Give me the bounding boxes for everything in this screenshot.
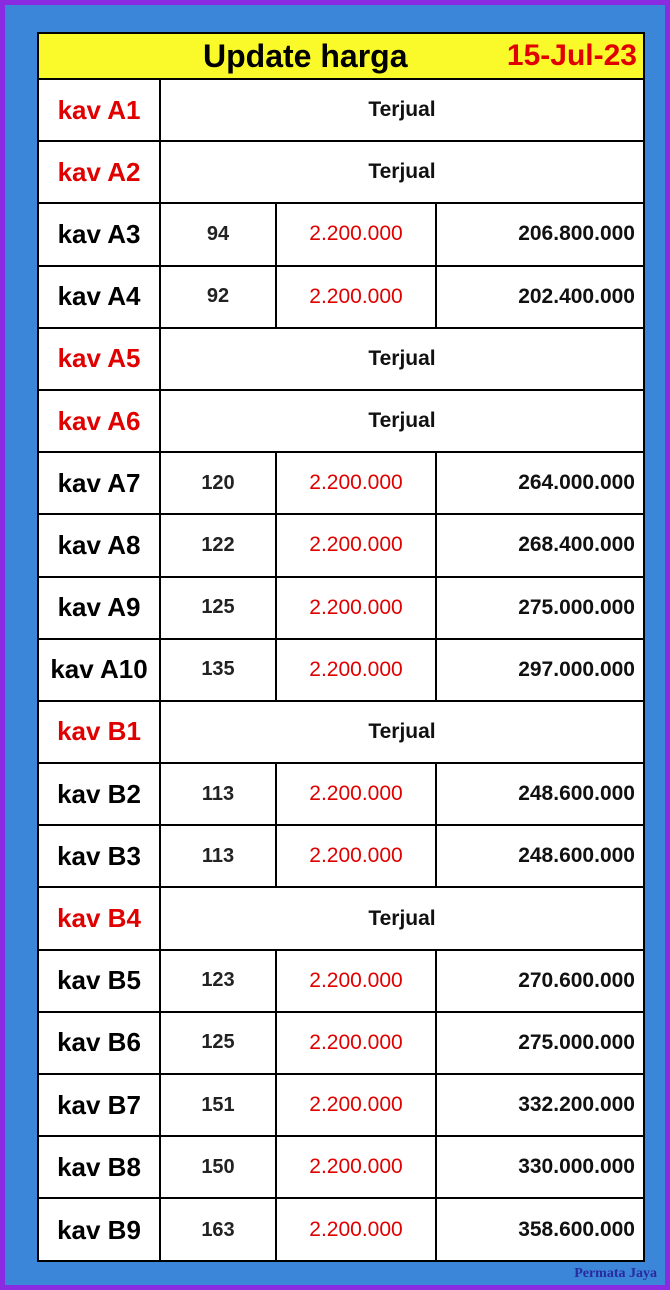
total-price: 275.000.000 bbox=[518, 1030, 635, 1054]
price-per-unit: 2.200.000 bbox=[277, 1013, 437, 1073]
lot-name: kav B7 bbox=[39, 1075, 161, 1135]
lot-name: kav B8 bbox=[39, 1137, 161, 1197]
price-table bbox=[39, 80, 643, 1262]
table-row bbox=[39, 142, 643, 204]
price-per-unit: 2.200.000 bbox=[277, 1199, 437, 1261]
total-price: 248.600.000 bbox=[518, 844, 635, 868]
table-row bbox=[39, 1075, 643, 1137]
lot-name: kav A4 bbox=[39, 267, 161, 327]
total-price: 270.600.000 bbox=[518, 968, 635, 992]
lot-name: kav B9 bbox=[39, 1199, 161, 1261]
lot-name: kav B2 bbox=[39, 764, 161, 824]
lot-name: kav B1 bbox=[39, 702, 161, 762]
price-per-unit: 2.200.000 bbox=[277, 578, 437, 638]
sold-status: Terjual bbox=[368, 346, 436, 370]
lot-area: 150 bbox=[161, 1137, 277, 1197]
lot-area: 123 bbox=[161, 951, 277, 1011]
price-per-unit: 2.200.000 bbox=[277, 453, 437, 513]
total-price: 268.400.000 bbox=[518, 533, 635, 557]
price-sheet bbox=[37, 32, 645, 1262]
update-date: 15-Jul-23 bbox=[506, 39, 637, 72]
sold-status: Terjual bbox=[368, 98, 436, 122]
table-row bbox=[39, 1013, 643, 1075]
price-per-unit: 2.200.000 bbox=[277, 826, 437, 886]
table-row bbox=[39, 764, 643, 826]
lot-name: kav A6 bbox=[39, 391, 161, 451]
table-row bbox=[39, 391, 643, 453]
total-price: 330.000.000 bbox=[518, 1155, 635, 1179]
table-row bbox=[39, 453, 643, 515]
table-row bbox=[39, 888, 643, 950]
lot-name: kav A5 bbox=[39, 329, 161, 389]
price-per-unit: 2.200.000 bbox=[277, 1137, 437, 1197]
sold-status: Terjual bbox=[368, 906, 436, 930]
price-per-unit: 2.200.000 bbox=[277, 204, 437, 264]
total-price: 332.200.000 bbox=[518, 1093, 635, 1117]
total-price: 248.600.000 bbox=[518, 782, 635, 806]
lot-name: kav A7 bbox=[39, 453, 161, 513]
price-per-unit: 2.200.000 bbox=[277, 951, 437, 1011]
watermark-text: Permata Jaya bbox=[574, 1266, 657, 1281]
table-row bbox=[39, 204, 643, 266]
total-price: 297.000.000 bbox=[518, 657, 635, 681]
table-row bbox=[39, 578, 643, 640]
table-row bbox=[39, 515, 643, 577]
table-row bbox=[39, 267, 643, 329]
table-row bbox=[39, 826, 643, 888]
lot-name: kav A8 bbox=[39, 515, 161, 575]
table-row bbox=[39, 1199, 643, 1261]
lot-name: kav B4 bbox=[39, 888, 161, 948]
price-per-unit: 2.200.000 bbox=[277, 640, 437, 700]
lot-area: 122 bbox=[161, 515, 277, 575]
lot-name: kav B6 bbox=[39, 1013, 161, 1073]
page-title: Update harga bbox=[203, 38, 408, 74]
lot-area: 135 bbox=[161, 640, 277, 700]
lot-name: kav A1 bbox=[39, 80, 161, 140]
total-price: 275.000.000 bbox=[518, 595, 635, 619]
table-row bbox=[39, 951, 643, 1013]
table-row bbox=[39, 1137, 643, 1199]
price-per-unit: 2.200.000 bbox=[277, 267, 437, 327]
price-per-unit: 2.200.000 bbox=[277, 764, 437, 824]
lot-area: 120 bbox=[161, 453, 277, 513]
lot-name: kav A2 bbox=[39, 142, 161, 202]
lot-area: 94 bbox=[161, 204, 277, 264]
outer-frame bbox=[5, 5, 665, 1285]
lot-area: 92 bbox=[161, 267, 277, 327]
table-row bbox=[39, 329, 643, 391]
lot-area: 163 bbox=[161, 1199, 277, 1261]
lot-name: kav A10 bbox=[39, 640, 161, 700]
total-price: 358.600.000 bbox=[518, 1218, 635, 1242]
header-bar bbox=[39, 34, 643, 80]
table-row bbox=[39, 80, 643, 142]
sold-status: Terjual bbox=[368, 719, 436, 743]
table-row bbox=[39, 702, 643, 764]
lot-area: 113 bbox=[161, 764, 277, 824]
lot-area: 125 bbox=[161, 1013, 277, 1073]
table-row bbox=[39, 640, 643, 702]
total-price: 206.800.000 bbox=[518, 222, 635, 246]
sold-status: Terjual bbox=[368, 160, 436, 184]
lot-name: kav B5 bbox=[39, 951, 161, 1011]
sold-status: Terjual bbox=[368, 409, 436, 433]
lot-area: 113 bbox=[161, 826, 277, 886]
price-per-unit: 2.200.000 bbox=[277, 515, 437, 575]
lot-area: 151 bbox=[161, 1075, 277, 1135]
lot-name: kav A3 bbox=[39, 204, 161, 264]
lot-name: kav A9 bbox=[39, 578, 161, 638]
total-price: 202.400.000 bbox=[518, 284, 635, 308]
price-per-unit: 2.200.000 bbox=[277, 1075, 437, 1135]
lot-name: kav B3 bbox=[39, 826, 161, 886]
total-price: 264.000.000 bbox=[518, 471, 635, 495]
lot-area: 125 bbox=[161, 578, 277, 638]
